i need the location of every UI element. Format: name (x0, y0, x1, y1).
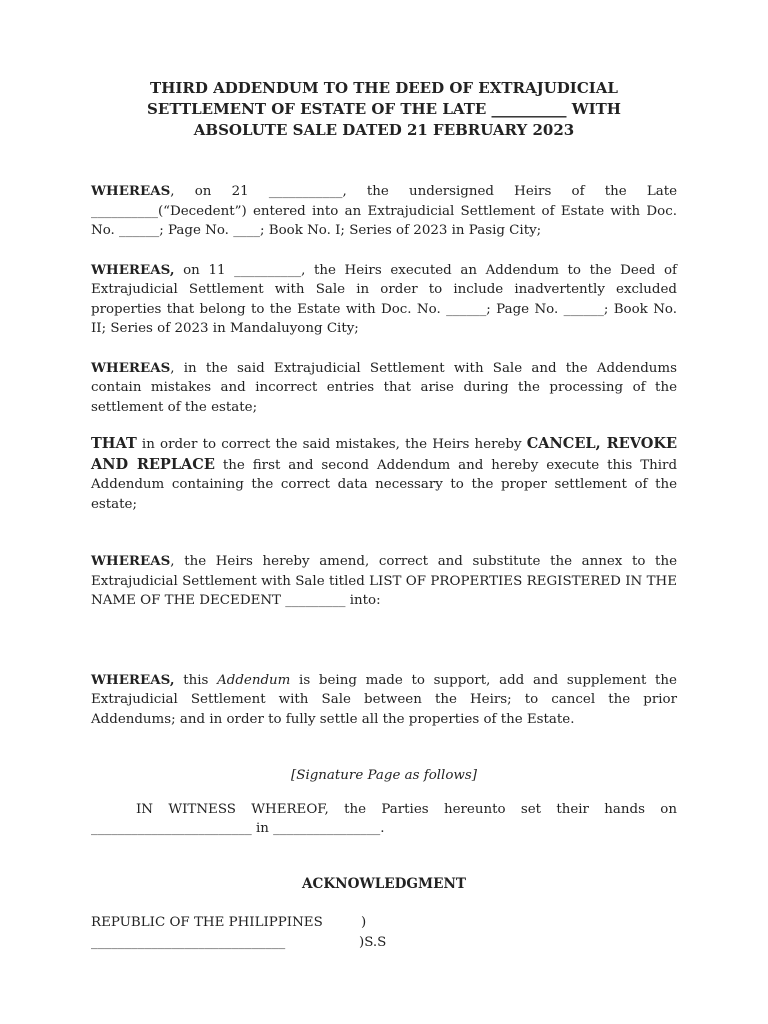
paragraph-text: , in the said Extrajudicial Settlement with Sale and the Addendums contain mistakes and incorrect entries that arise during the processing of the settlement of the estate; (91, 360, 677, 415)
title-line-2: SETTLEMENT OF ESTATE OF THE LATE __________ WITH (147, 100, 621, 118)
paragraph-lead: WHEREAS (91, 359, 171, 376)
venue-block (91, 913, 677, 955)
signature-page-note: [Signature Page as follows] (291, 768, 477, 783)
that-paragraph (91, 434, 677, 514)
paragraph-lead: WHEREAS (91, 183, 171, 199)
paragraph-italic: Addendum (217, 672, 291, 688)
whereas-paragraph-1 (91, 182, 677, 241)
witness-line-1: IN WITNESS WHEREOF, the Parties hereunto set their hands on (136, 801, 677, 817)
whereas-paragraph-3 (91, 359, 677, 418)
witness-clause (91, 800, 677, 839)
whereas-paragraph-5 (91, 671, 677, 730)
paragraph-text: in order to correct the said mistakes, the Heirs hereby (136, 437, 527, 452)
document-title (91, 78, 677, 141)
venue-bracket: ) (361, 914, 367, 930)
paragraph-text: , on 21 ___________, the undersigned Heirs of the Late __________(“Decedent”) entered into an Extrajudicial Settlement of Estate with Doc. No. ______; Page No. ____; Book No. I; Series of 2023 in Pasig City; (91, 184, 677, 238)
witness-line-2: ________________________ in ________________. (91, 821, 385, 836)
paragraph-text: , the Heirs hereby amend, correct and substitute the annex to the Extrajudicial Settlement with Sale titled LIST OF PROPERTIES REGISTERED IN THE NAME OF THE DECEDENT _________ into: (91, 554, 677, 608)
venue-ss: )S.S (359, 934, 387, 950)
paragraph-lead: THAT (91, 435, 137, 452)
paragraph-lead: WHEREAS (91, 553, 171, 569)
venue-row-1 (91, 913, 677, 933)
paragraph-text: this (174, 672, 218, 688)
paragraph-text: the first and second Addendum and hereby execute this Third Addendum containing the correct data necessary to the proper settlement of the estate; (91, 457, 678, 512)
whereas-paragraph-4 (91, 552, 677, 611)
whereas-paragraph-2 (91, 261, 677, 339)
title-line-3: ABSOLUTE SALE DATED 21 FEBRUARY 2023 (193, 121, 575, 139)
venue-city-blank: _____________________________ (91, 934, 286, 950)
paragraph-text: is being made to support, add and supplement the Extrajudicial Settlement with Sale between the Heirs; to cancel the prior Addendums; and in order to fully settle all the properties of the Estate. (91, 672, 677, 727)
acknowledgment-heading: ACKNOWLEDGMENT (302, 875, 466, 892)
paragraph-lead: WHEREAS, (91, 671, 175, 688)
venue-country: REPUBLIC OF THE PHILIPPINES (91, 914, 323, 930)
venue-row-2 (91, 933, 677, 953)
paragraph-text: on 11 __________, the Heirs executed an Addendum to the Deed of Extrajudicial Settlement with Sale in order to include inadvertently excluded properties that belong to the Estate with Doc. No. ______; Page No. ______; Book No. II; Series of 2023 in Mandaluyong City; (91, 262, 677, 336)
title-line-1: THIRD ADDENDUM TO THE DEED OF EXTRAJUDICIAL (150, 79, 618, 97)
paragraph-lead: WHEREAS, (91, 261, 175, 278)
paragraph-emphasis: CANCEL, REVOKE AND REPLACE (91, 435, 678, 473)
